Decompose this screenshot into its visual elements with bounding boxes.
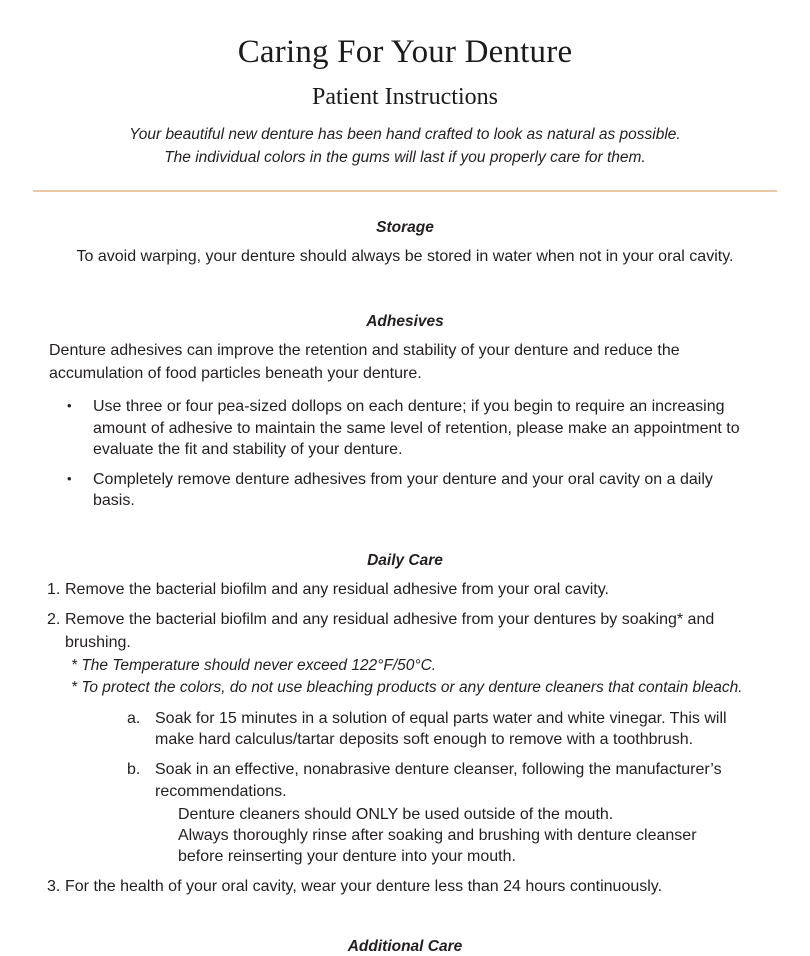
storage-paragraph: To avoid warping, your denture should always be stored in water when not in your oral cavity. bbox=[76, 248, 734, 266]
list-item bbox=[33, 609, 777, 867]
list-item bbox=[65, 708, 777, 751]
header-divider bbox=[33, 190, 777, 192]
document-header bbox=[0, 0, 810, 170]
temperature-note: * The Temperature should never exceed 122°F/50°C. bbox=[71, 656, 437, 674]
list-item-text: Soak in an effective, nonabrasive denture cleanser, following the manufacturer’s recommendations. bbox=[155, 761, 722, 800]
bullet-icon: • bbox=[67, 471, 72, 487]
tagline-line-1: Your beautiful new denture has been hand crafted to look as natural as possible. bbox=[129, 125, 681, 143]
list-marker: 1. bbox=[47, 580, 61, 598]
list-item: Always thoroughly rinse after soaking and brushing with denture cleanser before reinserting your denture into your mouth. bbox=[178, 827, 697, 866]
list-marker: b. bbox=[127, 761, 141, 779]
list-item-text: Use three or four pea-sized dollops on each denture; if you begin to require an increasing amount of adhesive to maintain the same level of retention, please make an appointment to evaluate the fit and stability of your denture. bbox=[93, 398, 740, 458]
list-item bbox=[33, 579, 777, 602]
daily-care-numbered-list bbox=[33, 579, 777, 899]
section-heading-daily-care: Daily Care bbox=[367, 551, 443, 569]
document-body bbox=[0, 219, 810, 956]
list-item: Denture cleaners should ONLY be used outside of the mouth. bbox=[178, 805, 614, 823]
bullet-icon: • bbox=[67, 398, 72, 414]
header-divider-wrap bbox=[0, 170, 810, 192]
list-item-text: For the health of your oral cavity, wear your denture less than 24 hours continuously. bbox=[65, 877, 663, 895]
adhesives-bullet-list bbox=[33, 396, 777, 511]
section-additional-care bbox=[33, 938, 777, 956]
list-item bbox=[33, 876, 777, 899]
section-heading-adhesives: Adhesives bbox=[366, 312, 444, 330]
tagline-line-2: The individual colors in the gums will last if you properly care for them. bbox=[164, 149, 646, 167]
list-marker: 2. bbox=[47, 611, 61, 629]
daily-care-alpha-list bbox=[65, 708, 777, 802]
list-item-text: Completely remove denture adhesives from your denture and your oral cavity on a daily basis. bbox=[93, 471, 713, 510]
bleach-note: * To protect the colors, do not use bleaching products or any denture cleaners that contain bleach. bbox=[71, 678, 743, 696]
list-item bbox=[33, 396, 777, 460]
list-marker: a. bbox=[127, 709, 141, 727]
list-item-text: Remove the bacterial biofilm and any residual adhesive from your dentures by soaking* and brushing. bbox=[65, 611, 715, 652]
list-item bbox=[65, 759, 777, 802]
list-item-text: Soak for 15 minutes in a solution of equal parts water and white vinegar. This will make hard calculus/tartar deposits soft enough to remove with a toothbrush. bbox=[155, 709, 727, 748]
list-marker: 3. bbox=[47, 877, 61, 895]
section-heading-additional-care: Additional Care bbox=[347, 938, 463, 956]
page-title: Caring For Your Denture bbox=[237, 34, 573, 70]
page-subtitle: Patient Instructions bbox=[312, 84, 498, 111]
section-daily-care bbox=[33, 552, 777, 899]
tagline bbox=[0, 123, 810, 170]
section-adhesives bbox=[33, 313, 777, 512]
section-storage bbox=[33, 219, 777, 269]
list-item bbox=[33, 469, 777, 512]
cleanser-subnote-list bbox=[65, 804, 777, 868]
section-heading-storage: Storage bbox=[376, 219, 434, 237]
list-item-text: Remove the bacterial biofilm and any residual adhesive from your oral cavity. bbox=[65, 580, 609, 598]
adhesives-paragraph: Denture adhesives can improve the retention and stability of your denture and reduce the accumulation of food particles beneath your denture. bbox=[49, 341, 680, 382]
